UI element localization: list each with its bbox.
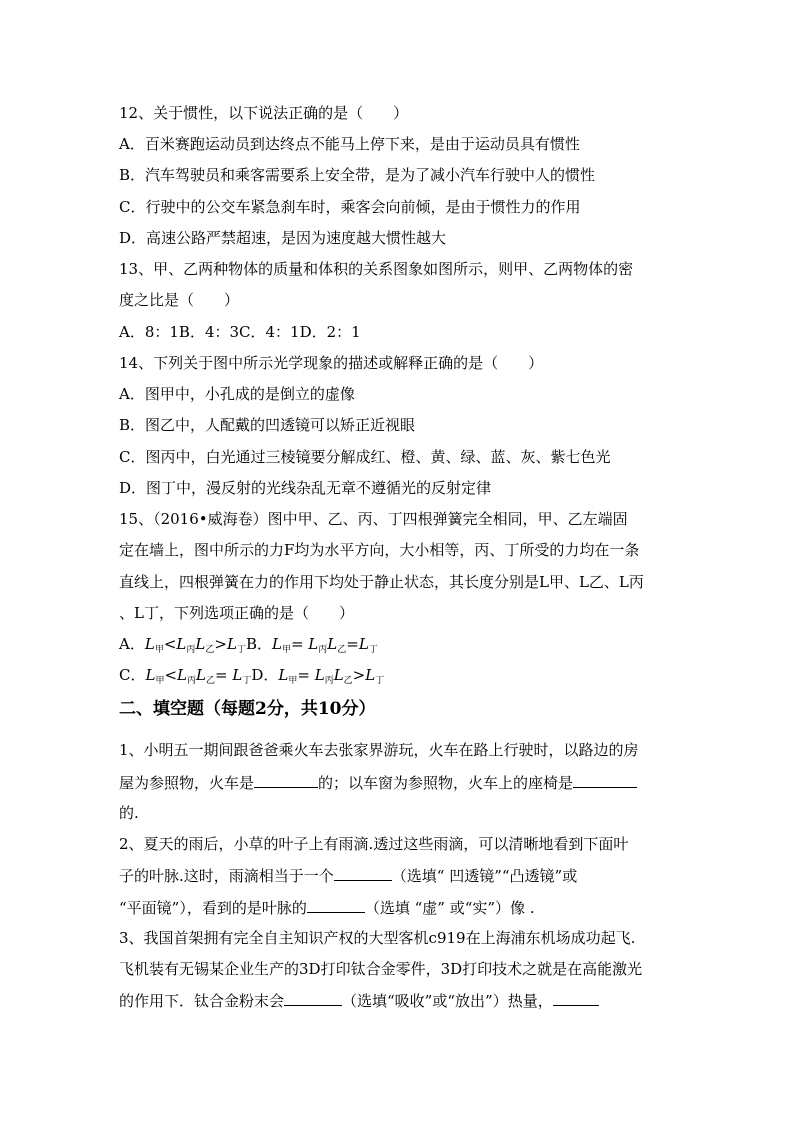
answer-blank[interactable]: [334, 865, 392, 881]
l-symbol: L: [226, 635, 237, 653]
l-symbol: L: [195, 635, 206, 653]
q15-options-ab: [119, 634, 378, 660]
f1-text-b: 的；以车窗为参照物，火车上的座椅是: [318, 774, 574, 792]
l-symbol: L: [232, 666, 243, 684]
l-symbol: L: [314, 666, 325, 684]
greater-than: >: [352, 666, 366, 684]
f2-line3: [119, 897, 535, 918]
sub-yi: 乙: [343, 676, 353, 686]
q15-stem-line3: 直线上，四根弹簧在力的作用下均处于静止状态，其长度分别是L甲、L乙、L丙: [119, 573, 644, 591]
f3-line2: 飞机装有无锡某企业生产的3D打印钛合金零件，3D打印技术之就是在高能激光: [119, 960, 643, 978]
l-symbol: L: [176, 635, 187, 653]
equals: =: [346, 635, 359, 653]
answer-blank[interactable]: [307, 897, 365, 913]
f3-text-b: （选填“吸收”或“放出”）热量，: [342, 992, 553, 1010]
q15-stem-line4: 、L丁，下列选项正确的是（ ）: [119, 604, 354, 622]
equals: =: [297, 666, 315, 684]
sub-ding: 丁: [368, 645, 378, 655]
q14-option-d: D．图丁中，漫反射的光线杂乱无章不遵循光的反射定律: [119, 479, 492, 497]
sub-jia: 甲: [155, 676, 165, 686]
sub-yi: 乙: [205, 645, 215, 655]
q12-option-a: A．百米赛跑运动员到达终点不能马上停下来，是由于运动员具有惯性: [119, 135, 580, 153]
q15-stem-line1: 15、（2016•威海卷）图中甲、乙、丙、丁四根弹簧完全相同，甲、乙左端固: [119, 510, 628, 528]
greater-than: >: [214, 635, 227, 653]
q15-opt-c-prefix: C．: [119, 666, 146, 684]
l-symbol: L: [327, 635, 338, 653]
q14-option-b: B．图乙中，人配戴的凹透镜可以矫正近视眼: [119, 416, 416, 434]
section-title: 二、填空题（每题2分，共10分）: [119, 699, 376, 719]
f1-line1: 1、小明五一期间跟爸爸乘火车去张家界游玩，火车在路上行驶时，以路边的房: [119, 741, 639, 759]
f2-text-a: 子的叶脉.这时，雨滴相当于一个: [119, 867, 334, 885]
f2-line2: [119, 865, 577, 886]
l-symbol: L: [271, 635, 282, 653]
q12-stem: 12、关于惯性，以下说法正确的是（ ）: [119, 104, 409, 122]
l-symbol: L: [177, 666, 188, 684]
answer-blank[interactable]: [553, 990, 599, 1006]
sub-jia: 甲: [281, 645, 291, 655]
sub-ding: 丁: [375, 676, 385, 686]
f3-line3: [119, 990, 599, 1011]
f2-text-c: “平面镜”），看到的是叶脉的: [119, 899, 307, 917]
q15-options-cd: [119, 665, 384, 691]
less-than: <: [163, 635, 177, 653]
f3-text-a: 的作用下．钛合金粉末会: [119, 992, 285, 1010]
q14-option-c: C．图丙中，白光通过三棱镜要分解成红、橙、黄、绿、蓝、灰、紫七色光: [119, 448, 611, 466]
sub-jia: 甲: [288, 676, 298, 686]
q15-opt-a-prefix: A．: [119, 635, 145, 653]
q14-option-a: A．图甲中，小孔成的是倒立的虚像: [119, 385, 355, 403]
l-symbol: L: [333, 666, 344, 684]
q13-options: A．8：1B．4：3C．4：1D．2：1: [119, 323, 361, 341]
q14-stem: 14、下列关于图中所示光学现象的描述或解释正确的是（ ）: [119, 354, 544, 372]
q15-stem-line2: 定在墙上，图中所示的力F均为水平方向，大小相等，丙、丁所受的力均在一条: [119, 541, 640, 559]
l-symbol: L: [358, 635, 369, 653]
equals: =: [215, 666, 233, 684]
f3-line1: 3、我国首架拥有完全自主知识产权的大型客机c919在上海浦东机场成功起飞.: [119, 929, 636, 947]
q12-option-d: D．高速公路严禁超速，是因为速度越大惯性越大: [119, 229, 447, 247]
sub-ding: 丁: [242, 676, 252, 686]
l-symbol: L: [144, 635, 155, 653]
f1-text-a: 屋为参照物，火车是: [119, 774, 255, 792]
l-symbol: L: [196, 666, 206, 684]
answer-blank[interactable]: [254, 772, 318, 788]
q15-opt-d-prefix: D．: [251, 666, 279, 684]
q12-option-b: B．汽车驾驶员和乘客需要系上安全带，是为了减小汽车行驶中人的惯性: [119, 166, 596, 184]
sub-bing: 丙: [186, 645, 196, 655]
sub-jia: 甲: [154, 645, 164, 655]
answer-blank[interactable]: [573, 772, 637, 788]
l-symbol: L: [145, 666, 156, 684]
q13-stem-line1: 13、甲、乙两种物体的质量和体积的关系图象如图所示，则甲、乙两物体的密: [119, 260, 634, 278]
f2-text-b: （选填“ 凹透镜”“凸透镜”或: [391, 867, 578, 885]
f1-line3: 的.: [119, 804, 139, 822]
l-symbol: L: [308, 635, 319, 653]
less-than: <: [164, 666, 178, 684]
sub-bing: 丙: [318, 645, 328, 655]
sub-yi: 乙: [337, 645, 347, 655]
q12-option-c: C．行驶中的公交车紧急刹车时，乘客会向前倾，是由于惯性力的作用: [119, 198, 581, 216]
f2-line1: 2、夏天的雨后，小草的叶子上有雨滴.透过这些雨滴，可以清晰地看到下面叶: [119, 835, 629, 853]
l-symbol: L: [278, 666, 289, 684]
sub-yi: 乙: [206, 676, 216, 686]
sub-ding: 丁: [236, 645, 246, 655]
f2-text-d: （选填 “虚” 或“实”）像 .: [364, 899, 535, 917]
equals: =: [290, 635, 309, 653]
sub-bing: 丙: [187, 676, 197, 686]
q15-opt-b-prefix: B．: [245, 635, 272, 653]
answer-blank[interactable]: [284, 990, 342, 1006]
l-symbol: L: [365, 666, 376, 684]
q13-stem-line2: 度之比是（ ）: [119, 291, 240, 309]
sub-bing: 丙: [324, 676, 334, 686]
f1-line2: [119, 772, 637, 793]
